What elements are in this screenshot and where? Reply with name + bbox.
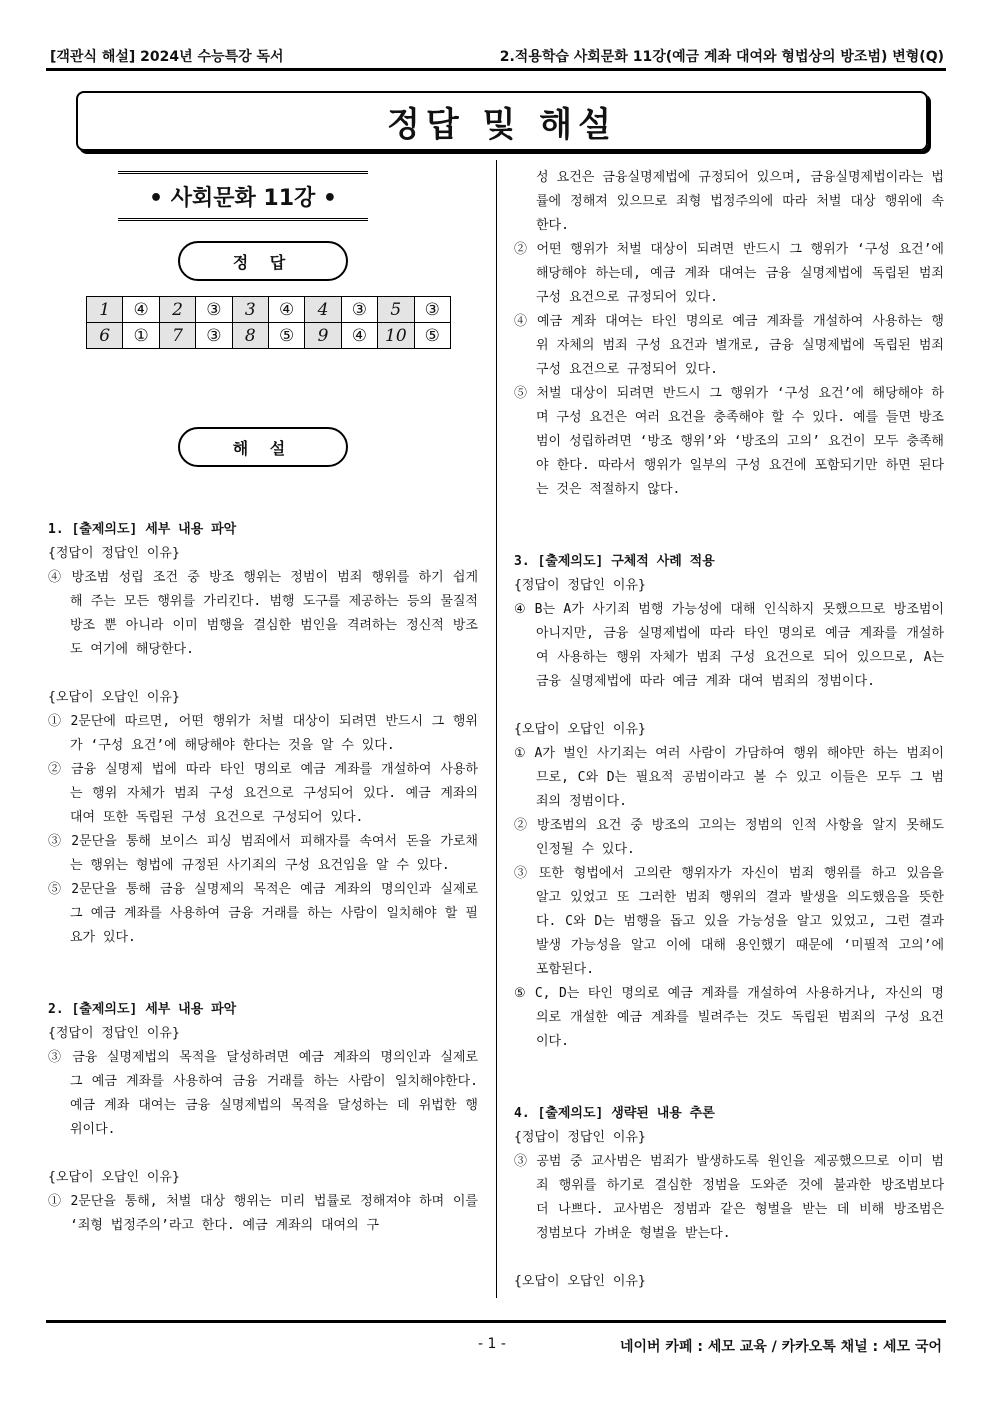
explanation-item: ⑤ C, D는 타인 명의로 예금 계좌를 개설하여 사용하거나, 자신의 명의로 개설한 예금 계좌를 빌려주는 것도 독립된 범죄의 구성 요건이다. bbox=[514, 986, 944, 1049]
question-heading: 4. [출제의도] 생략된 내용 추론 bbox=[514, 1106, 715, 1121]
spacer bbox=[514, 526, 944, 550]
explanation-text: {정답이 정답인 이유} bbox=[514, 1130, 646, 1145]
answer-choice: ④ bbox=[268, 297, 304, 323]
explanation-item: ① 2문단을 통해, 처벌 대상 행위는 미리 법률로 정해져야 하며 이를 ‘죄형 법정주의’라고 한다. 예금 계좌의 대여의 구 bbox=[48, 1194, 478, 1233]
spacer bbox=[48, 1142, 478, 1166]
header-rule bbox=[46, 68, 946, 71]
question-number: 1 bbox=[87, 297, 123, 323]
footer-rule bbox=[46, 1320, 946, 1323]
explanation-text: {오답이 오답인 이유} bbox=[48, 1170, 180, 1185]
question-heading: 1. [출제의도] 세부 내용 파악 bbox=[48, 522, 237, 537]
question-number: 4 bbox=[305, 297, 341, 323]
explanation-text: {오답이 오답인 이유} bbox=[514, 722, 646, 737]
spacer bbox=[514, 1078, 944, 1102]
answer-row bbox=[87, 297, 451, 323]
answer-choice: ③ bbox=[341, 297, 377, 323]
spacer bbox=[48, 950, 478, 974]
explanation-item: ④ 예금 계좌 대여는 타인 명의로 예금 계좌를 개설하여 사용하는 행위 자체의 범죄 구성 요건과 별개로, 금융 실명제법에 독립된 범죄 구성 요건으로 규정되어 있다. bbox=[514, 314, 944, 377]
explanation-text: {정답이 정답인 이유} bbox=[514, 578, 646, 593]
explanation-item: ① A가 벌인 사기죄는 여러 사람이 가담하여 행위 해야만 하는 범죄이므로, C와 D는 필요적 공범이라고 볼 수 있고 이들은 모두 그 범죄의 정범이다. bbox=[514, 746, 944, 809]
explanation-text: 성 요건은 금융실명제법에 규정되어 있으며, 금융실명제법이라는 법률에 정해져 있으므로 죄형 법정주의에 따라 처벌 대상 행위에 속한다. bbox=[536, 170, 944, 233]
footer-right: 네이버 카페 : 세모 교육 / 카카오톡 채널 : 세모 국어 bbox=[619, 1339, 942, 1355]
answer-choice: ③ bbox=[196, 297, 232, 323]
explanation-item: ④ B는 A가 사기죄 범행 가능성에 대해 인식하지 못했으므로 방조범이 아니지만, 금융 실명제법에 따라 타인 명의로 예금 계좌를 개설하여 사용하는 행위 자체가 범죄 구성 요건으로 되어 있으므로, A는 금융 실명제법에 따라 예금 계좌 대여 범죄의 정범이다. bbox=[514, 602, 944, 689]
explanation-item: ③ 2문단을 통해 보이스 피싱 범죄에서 피해자를 속여서 돈을 가로채는 행위는 형법에 규정된 사기죄의 구성 요건임을 알 수 있다. bbox=[48, 834, 478, 873]
question-number: 5 bbox=[378, 297, 414, 323]
question-number: 10 bbox=[378, 323, 414, 349]
spacer bbox=[514, 1054, 944, 1078]
left-column bbox=[48, 518, 478, 1238]
answer-choice: ⑤ bbox=[268, 323, 304, 349]
header-left: [객관식 해설] 2024년 수능특강 독서 bbox=[50, 49, 284, 65]
page-title: 정답 및 해설 bbox=[387, 104, 617, 145]
explanation-text: {오답이 오답인 이유} bbox=[514, 1274, 646, 1289]
explanation-item: ⑤ 2문단을 통해 금융 실명제의 목적은 예금 계좌의 명의인과 실제로 그 예금 계좌를 사용하여 금융 거래를 하는 사람이 일치해야 할 필요가 있다. bbox=[48, 882, 478, 945]
answer-choice: ⑤ bbox=[414, 323, 450, 349]
question-number: 6 bbox=[87, 323, 123, 349]
answer-choice: ③ bbox=[196, 323, 232, 349]
spacer bbox=[514, 502, 944, 526]
answer-choice: ④ bbox=[341, 323, 377, 349]
answer-row bbox=[87, 323, 451, 349]
question-heading: 3. [출제의도] 구체적 사례 적용 bbox=[514, 554, 715, 569]
explanation-text: {정답이 정답인 이유} bbox=[48, 546, 180, 561]
explanation-item: ② 방조범의 요건 중 방조의 고의는 정범의 인적 사항을 알지 못해도 인정될 수 있다. bbox=[514, 818, 944, 857]
question-number: 8 bbox=[232, 323, 268, 349]
spacer bbox=[48, 974, 478, 998]
section-title: • 사회문화 11강 • bbox=[118, 171, 368, 221]
explanation-item: ② 어떤 행위가 처벌 대상이 되려면 반드시 그 행위가 ‘구성 요건’에 해당해야 하는데, 예금 계좌 대여는 금융 실명제법에 독립된 범죄 구성 요건으로 규정되어 있다. bbox=[514, 242, 944, 305]
question-heading: 2. [출제의도] 세부 내용 파악 bbox=[48, 1002, 237, 1017]
header-right: 2.적용학습 사회문화 11강(예금 계좌 대여와 형법상의 방조범) 변형(Q) bbox=[499, 49, 944, 65]
explanation-item: ① 2문단에 따르면, 어떤 행위가 처벌 대상이 되려면 반드시 그 행위가 ‘구성 요건’에 해당해야 한다는 것을 알 수 있다. bbox=[48, 714, 478, 753]
answers-label: 정 답 bbox=[178, 241, 348, 281]
right-column bbox=[514, 166, 944, 1294]
column-divider bbox=[496, 160, 497, 1298]
explanation-item: ④ 방조범 성립 조건 중 방조 행위는 정범이 범죄 행위를 하기 쉽게 해 주는 모든 행위를 가리킨다. 범행 도구를 제공하는 등의 물질적 방조 뿐 아니라 이미 범행을 결심한 범인을 격려하는 정신적 방조도 여기에 해당한다. bbox=[48, 570, 478, 657]
explanation-item: ③ 또한 형법에서 고의란 행위자가 자신이 범죄 행위를 하고 있음을 알고 있었고 또 그러한 범죄 행위의 결과 발생을 의도했음을 뜻한다. C와 D는 범행을 돕고 있을 가능성을 알고 있었고, 그런 결과 발생 가능성을 알고 이에 대해 용인했기 때문에 ‘미필적 고의’에 포함된다. bbox=[514, 866, 944, 977]
question-number: 7 bbox=[159, 323, 195, 349]
answer-table bbox=[86, 296, 451, 349]
explanation-item: ③ 금융 실명제법의 목적을 달성하려면 예금 계좌의 명의인과 실제로 그 예금 계좌를 사용하여 금융 거래를 하는 사람이 일치해야한다. 예금 계좌 대여는 금융 실명제법의 목적을 달성하는 데 위법한 행위이다. bbox=[48, 1050, 478, 1137]
spacer bbox=[514, 1246, 944, 1270]
answer-choice: ③ bbox=[414, 297, 450, 323]
explanation-item: ② 금융 실명제 법에 따라 타인 명의로 예금 계좌를 개설하여 사용하는 행위 자체가 범죄 구성 요건으로 구성되어 있다. 예금 계좌의 대여 또한 독립된 구성 요건으로 구성되어 있다. bbox=[48, 762, 478, 825]
explanation-item: ③ 공범 중 교사범은 범죄가 발생하도록 원인을 제공했으므로 이미 범죄 행위를 하기로 결심한 정범을 도와준 것에 불과한 방조범보다 더 나쁘다. 교사범은 정범과 같은 형벌을 받는 데 비해 방조범은 정범보다 가벼운 형벌을 받는다. bbox=[514, 1154, 944, 1241]
explanation-text: {오답이 오답인 이유} bbox=[48, 690, 180, 705]
question-number: 3 bbox=[232, 297, 268, 323]
explanation-item: ⑤ 처벌 대상이 되려면 반드시 그 행위가 ‘구성 요건’에 해당해야 하며 구성 요건은 여러 요건을 충족해야 할 수 있다. 예를 들면 방조범이 성립하려면 ‘방조 행위’와 ‘방조의 고의’ 요건이 모두 충족해야 한다. 따라서 행위가 일부의 구성 요건에 포함되기만 하면 된다는 것은 적절하지 않다. bbox=[514, 386, 944, 497]
spacer bbox=[48, 662, 478, 686]
question-number: 9 bbox=[305, 323, 341, 349]
answer-choice: ① bbox=[123, 323, 159, 349]
explanation-label: 해 설 bbox=[178, 427, 348, 467]
question-number: 2 bbox=[159, 297, 195, 323]
spacer bbox=[514, 694, 944, 718]
page-number: - 1 - bbox=[478, 1336, 506, 1352]
answer-choice: ④ bbox=[123, 297, 159, 323]
title-box bbox=[76, 91, 928, 151]
explanation-text: {정답이 정답인 이유} bbox=[48, 1026, 180, 1041]
